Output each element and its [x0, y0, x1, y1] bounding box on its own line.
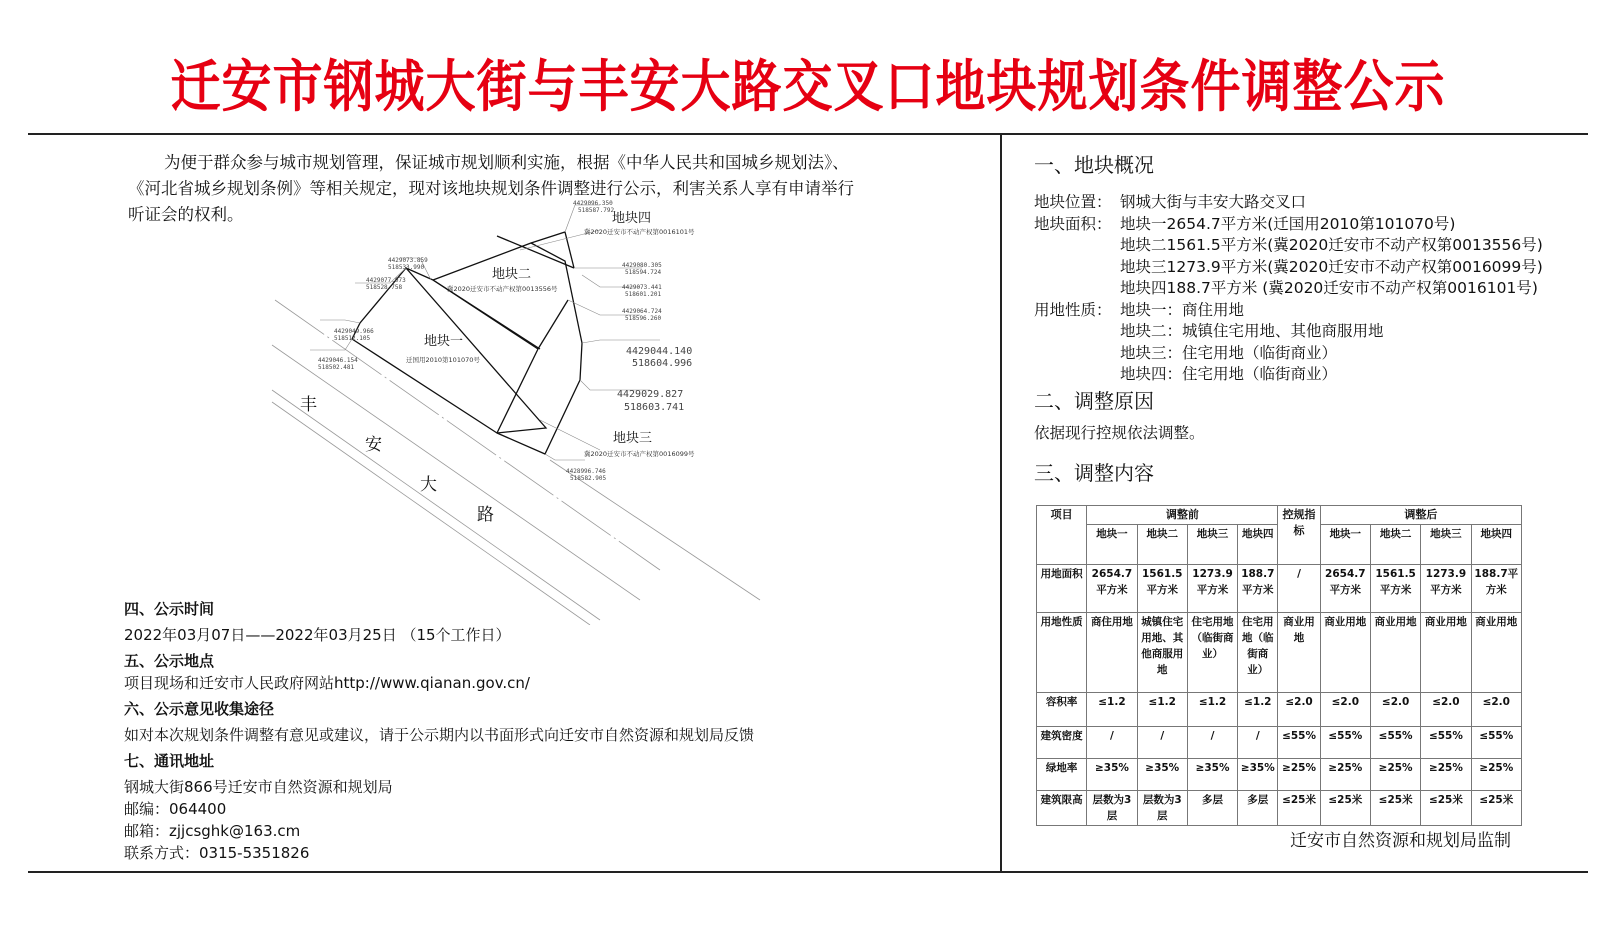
intro-line: 《河北省城乡规划条例》等相关规定，现对该地块规划条件调整进行公示，利害关系人享有申请举行	[128, 179, 854, 198]
parcel-1-cert: 迁国用2010第101070号	[406, 356, 480, 364]
feedback-text: 如对本次规划条件调整有意见或建议，请于公示期内以书面形式向迁安市自然资源和规划局反馈	[124, 726, 755, 744]
svg-text:4429073.441: 4429073.441	[622, 284, 662, 291]
area-value: 地块二1561.5平方米(冀2020迁安市不动产权第0013556号)	[1120, 236, 1543, 254]
parcel-4-cert: 冀2020迁安市不动产权第0016101号	[584, 228, 695, 236]
svg-text:518528.758: 518528.758	[366, 284, 403, 291]
svg-text:518596.260: 518596.260	[625, 315, 662, 322]
svg-text:4429029.827: 4429029.827	[617, 389, 684, 400]
header-after: 调整后	[1320, 506, 1521, 525]
svg-text:4429064.724: 4429064.724	[622, 308, 662, 315]
bottom-divider	[28, 871, 1588, 873]
svg-text:4429077.073: 4429077.073	[366, 277, 406, 284]
svg-text:518582.905: 518582.905	[570, 475, 607, 482]
site-plan-map	[270, 195, 990, 625]
table-row: 建筑限高 层数为3层 层数为3层 多层 多层 ≤25米 ≤25米 ≤25米 ≤25米 ≤25米	[1037, 791, 1522, 826]
page-title: 迁安市钢城大街与丰安大路交叉口地块规划条件调整公示	[170, 54, 1446, 120]
road-char: 路	[477, 505, 494, 525]
svg-text:4429096.350: 4429096.350	[573, 200, 613, 207]
header-item: 项目	[1037, 506, 1087, 565]
area-key: 地块面积：	[1034, 214, 1112, 233]
parcel-3-label: 地块三	[613, 431, 653, 446]
area-value: 地块四188.7平方米 (冀2020迁安市不动产权第0016101号)	[1120, 279, 1538, 297]
parcel-1-label: 地块一	[424, 334, 464, 349]
parcel-2-label: 地块二	[492, 267, 532, 282]
svg-text:4429073.859: 4429073.859	[388, 257, 428, 264]
svg-text:518594.724: 518594.724	[625, 269, 662, 276]
notice-place: 项目现场和迁安市人民政府网站http://www.qianan.gov.cn/	[124, 674, 530, 692]
parcel-3-cert: 冀2020迁安市不动产权第0016099号	[584, 450, 695, 458]
table-row: 绿地率 ≥35% ≥35% ≥35% ≥35% ≥25% ≥25% ≥25% ≥25% ≥25%	[1037, 759, 1522, 791]
section-heading-contact: 七、通讯地址	[124, 752, 215, 770]
reason-text: 依据现行控规依法调整。	[1034, 423, 1205, 442]
use-value: 地块一：商住用地	[1120, 300, 1245, 319]
use-value: 地块二：城镇住宅用地、其他商服用地	[1120, 322, 1384, 340]
header-index: 控规指标	[1278, 506, 1320, 565]
section-heading-feedback: 六、公示意见收集途径	[124, 700, 275, 718]
contact-phone: 联系方式：0315-5351826	[124, 844, 310, 862]
svg-text:4429049.966: 4429049.966	[334, 328, 374, 335]
table-row: 用地面积 2654.7平方米 1561.5平方米 1273.9平方米 188.7平方米 / 2654.7平方米 1561.5平方米 1273.9平方米 188.7平方米	[1037, 565, 1522, 613]
svg-text:518603.741: 518603.741	[624, 402, 685, 413]
header-parcel: 地块四	[1471, 525, 1521, 565]
svg-text:4428996.746: 4428996.746	[566, 468, 606, 475]
svg-text:4429080.305: 4429080.305	[622, 262, 662, 269]
area-value: 地块三1273.9平方米(冀2020迁安市不动产权第0016099号)	[1120, 257, 1543, 276]
parcel-2-cert: 冀2020迁安市不动产权第0013556号	[447, 285, 558, 293]
use-value: 地块三：住宅用地（临街商业）	[1120, 343, 1338, 362]
contact-address: 钢城大街866号迁安市自然资源和规划局	[124, 778, 393, 796]
use-key: 用地性质：	[1034, 300, 1112, 319]
svg-text:4429044.140: 4429044.140	[626, 346, 693, 357]
road-char: 丰	[300, 395, 317, 415]
svg-text:518533.990: 518533.990	[388, 264, 425, 271]
header-parcel: 地块一	[1320, 525, 1370, 565]
svg-text:518587.792: 518587.792	[578, 207, 615, 214]
section-heading-content: 三、调整内容	[1034, 460, 1154, 485]
column-divider	[1000, 135, 1002, 872]
section-heading-overview: 一、地块概况	[1034, 153, 1154, 177]
header-parcel: 地块四	[1238, 525, 1278, 565]
parcel-4-label: 地块四	[612, 211, 652, 226]
svg-text:518604.996: 518604.996	[632, 358, 693, 369]
contact-postcode: 邮编：064400	[124, 800, 227, 818]
header-parcel: 地块三	[1421, 525, 1471, 565]
header-parcel: 地块二	[1137, 525, 1187, 565]
section-heading-reason: 二、调整原因	[1034, 388, 1154, 413]
header-parcel: 地块三	[1187, 525, 1237, 565]
section-heading-time: 四、公示时间	[124, 600, 215, 618]
notice-details	[124, 598, 844, 864]
road-char: 大	[420, 475, 437, 495]
header-before: 调整前	[1087, 506, 1278, 525]
intro-line: 为便于群众参与城市规划管理，保证城市规划顺利实施，根据《中华人民共和国城乡规划法》、	[164, 153, 849, 172]
header-parcel: 地块二	[1370, 525, 1420, 565]
notice-period: 2022年03月07日——2022年03月25日 （15个工作日）	[124, 626, 511, 644]
svg-text:518601.201: 518601.201	[625, 291, 662, 298]
adjustment-table	[1036, 505, 1522, 826]
top-divider	[28, 133, 1588, 135]
section-heading-place: 五、公示地点	[124, 652, 215, 670]
table-row: 用地性质 商住用地 城镇住宅用地、其他商服用地 住宅用地（临街商业） 住宅用地（临街商业） 商业用地 商业用地 商业用地 商业用地 商业用地	[1037, 613, 1522, 693]
svg-text:518502.481: 518502.481	[318, 364, 355, 371]
table-row: 建筑密度 / / / / ≤55% ≤55% ≤55% ≤55% ≤55%	[1037, 727, 1522, 759]
table-row: 容积率 ≤1.2 ≤1.2 ≤1.2 ≤1.2 ≤2.0 ≤2.0 ≤2.0 ≤2.0 ≤2.0	[1037, 693, 1522, 727]
area-value: 地块一2654.7平方米(迁国用2010第101070号)	[1120, 214, 1456, 233]
right-column	[1034, 150, 1574, 488]
header-parcel: 地块一	[1087, 525, 1137, 565]
road-char: 安	[365, 435, 382, 455]
location-key: 地块位置：	[1034, 193, 1112, 211]
svg-text:4429046.154: 4429046.154	[318, 357, 358, 364]
intro-line: 听证会的权利。	[128, 205, 244, 224]
use-value: 地块四：住宅用地（临街商业）	[1120, 365, 1338, 383]
location-value: 钢城大街与丰安大路交叉口	[1120, 193, 1307, 211]
contact-email: 邮箱：zjjcsghk@163.cm	[124, 822, 301, 840]
issuer-signature: 迁安市自然资源和规划局监制	[1290, 831, 1511, 851]
svg-text:518512.105: 518512.105	[334, 335, 371, 342]
